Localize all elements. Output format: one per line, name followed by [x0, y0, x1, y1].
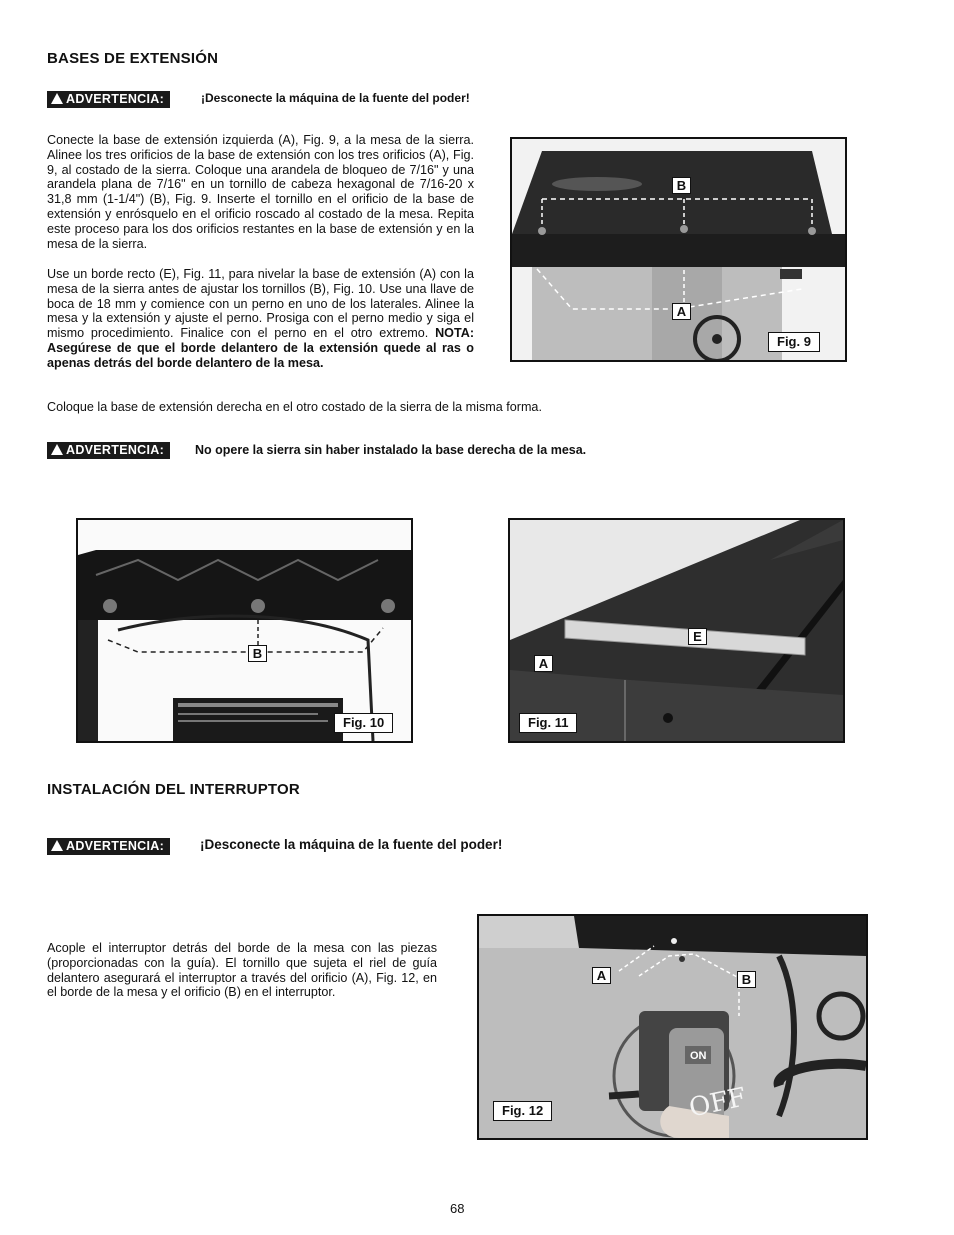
- fig11-label: Fig. 11: [519, 713, 577, 733]
- switch-on-label: ON: [690, 1050, 707, 1062]
- fig10-label: Fig. 10: [334, 713, 393, 733]
- note-text: NOTA: Asegúrese de que el borde delantero de la extensión quede al ras o apenas detrás del borde delantero de la mesa.: [47, 326, 475, 370]
- fig12-label: Fig. 12: [493, 1101, 552, 1121]
- page-number: 68: [450, 1201, 465, 1216]
- section-title-switch: INSTALACIÓN DEL INTERRUPTOR: [47, 781, 300, 798]
- warning-triangle-icon: [51, 840, 63, 851]
- warning-badge-2: ADVERTENCIA:: [47, 442, 170, 459]
- warning-text-1: ¡Desconecte la máquina de la fuente del poder!: [201, 91, 470, 105]
- fig11-callout-e: E: [688, 628, 707, 645]
- warning-triangle-icon: [51, 444, 63, 455]
- fig10-illustration: [78, 520, 411, 741]
- figure-12: [477, 914, 868, 1140]
- fig11-callout-a: A: [534, 655, 553, 672]
- fig10-callout-b: B: [248, 645, 267, 662]
- paragraph-extension-3: Coloque la base de extensión derecha en el otro costado de la sierra de la misma forma.: [47, 400, 542, 414]
- warning-text-3: ¡Desconecte la máquina de la fuente del poder!: [200, 837, 503, 852]
- fig12-callout-b: B: [737, 971, 756, 988]
- figure-11: [508, 518, 845, 743]
- paragraph-switch: Acople el interruptor detrás del borde de la mesa con las piezas (proporcionadas con la guía). El tornillo que sujeta el riel de guía delantero asegurará el interruptor a través del orificio (A), Fig. 12, en el borde de la mesa y el orificio (B) en el interruptor.: [47, 941, 437, 1000]
- figure-10: [76, 518, 413, 743]
- fig9-callout-b: B: [672, 177, 691, 194]
- switch-off-label: OFF: [686, 1082, 749, 1124]
- fig9-illustration: [512, 139, 845, 360]
- fig12-callout-a: A: [592, 967, 611, 984]
- fig9-callout-a: A: [672, 303, 691, 320]
- fig11-illustration: [510, 520, 843, 741]
- warning-badge-1: ADVERTENCIA:: [47, 91, 170, 108]
- figure-9: [510, 137, 847, 362]
- paragraph-extension-1: Conecte la base de extensión izquierda (A), Fig. 9, a la mesa de la sierra. Alinee los tres orificios de la base de extensión con los tres orificios (A), Fig. 9, al costado de la sierra. Coloque una arandela de bloqueo de 7/16" y una arandela plana de 7/16" en un tornillo de cabeza hexagonal de 7/16-20 x 31,8 mm (1-1/4") (B), Fig. 9. Inserte el tornillo en el orificio de la base de extensión y enrósquelo en el orificio roscado al costado de la mesa. Repita este proceso para los dos orificios restantes en la base de extensión y en la mesa de la sierra.: [47, 133, 474, 251]
- section-title-extension: BASES DE EXTENSIÓN: [47, 50, 219, 67]
- fig9-label: Fig. 9: [768, 332, 820, 352]
- warning-triangle-icon: [51, 93, 63, 104]
- warning-badge-3: ADVERTENCIA:: [47, 838, 170, 855]
- warning-text-2: No opere la sierra sin haber instalado la base derecha de la mesa.: [195, 443, 587, 457]
- paragraph-extension-2: Use un borde recto (E), Fig. 11, para nivelar la base de extensión (A) con la mesa de la sierra antes de ajustar los tornillos (B), Fig. 10. Use una llave de boca de 18 mm y comience con un perno en uno de los laterales. Alinee la mesa y la extensión y ajuste el perno. Prosiga con el perno medio y siga el mismo procedimiento. Finalice con el perno en el otro extremo. NOTA: Asegúrese de que el borde delantero de la extensión quede al ras o apenas detrás del borde delantero de la mesa.: [47, 267, 475, 370]
